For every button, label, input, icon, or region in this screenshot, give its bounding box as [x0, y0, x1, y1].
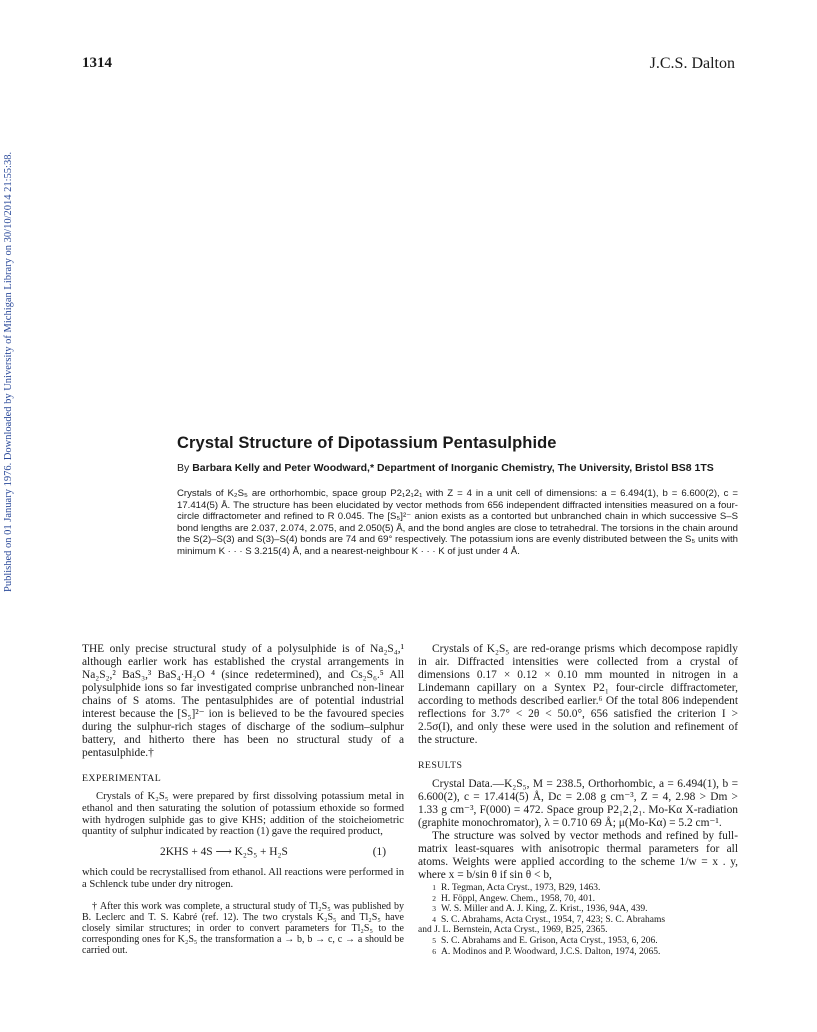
reference-text: A. Modinos and P. Woodward, J.C.S. Dalton, 1974, 2065.: [441, 946, 661, 957]
reference-number: 2: [432, 893, 436, 903]
reference-text: W. S. Miller and A. J. King, Z. Krist., 1936, 94A, 439.: [441, 904, 648, 915]
reference-item-continued: [418, 925, 738, 936]
structure-paragraph: The structure was solved by vector methods and refined by full-matrix least-squares with anisotropic thermal parameters for all atoms. Weights were applied according to the scheme 1/w = x . y, where x = b/sin θ if sin θ < b,: [418, 830, 738, 881]
reference-text: S. C. Abrahams and E. Grison, Acta Cryst., 1953, 6, 206.: [441, 935, 658, 946]
journal-title: J.C.S. Dalton: [649, 55, 735, 72]
download-notice[interactable]: Published on 01 January 1976. Downloaded by University of Michigan Library on 30/10/2014 21:55:38.: [3, 151, 14, 592]
reaction-equation: [160, 846, 386, 859]
reference-number: 1: [432, 883, 436, 892]
intro-paragraph: THE only precise structural study of a polysulphide is of Na₂S₄,¹ although earlier work has established the crystal arrangements in Na₂S₂,² BaS₃,³ BaS₄·H₂O ⁴ (since redetermined), and Cs₂S₆.⁵ All polysulphide ions so far investigated comprise unbranched non-linear chains of S atoms. The pentasulphides are of potential industrial interest because the [S₅]²⁻ ion is believed to be the favoured species during the sulphur-rich stages of discharge of the sodium–sulphur battery, and hitherto there has been no structural study of a pentasulphide.†: [82, 643, 404, 759]
article-title: Crystal Structure of Dipotassium Pentasulphide: [177, 434, 557, 452]
crystals-paragraph: Crystals of K₂S₅ are red-orange prisms which decompose rapidly in air. Diffracted intensities were collected from a crystal of dimensions 0.17 × 0.12 × 0.10 mm mounted in nitrogen in a Lindemann capillary on a Syntex P2₁ four-circle diffractometer, according to methods described earlier.⁶ Of the total 806 independent reflections for 3.7° < 2θ < 50.0°, 656 satisfied the criterion I > 2.5σ(I), and only these were used in the solution and refinement of the structure.: [418, 643, 738, 746]
reference-item: [418, 947, 738, 958]
reference-item: [418, 904, 738, 915]
reference-number: 3: [432, 904, 436, 914]
page-number: 1314: [82, 55, 112, 71]
reference-text: and J. L. Bernstein, Acta Cryst., 1969, B25, 2365.: [418, 925, 608, 936]
equation-number: (1): [372, 846, 386, 859]
after-equation-paragraph: which could be recrystallised from ethanol. All reactions were performed in a Schlenck tube under dry nitrogen.: [82, 867, 404, 890]
reference-number: 5: [432, 935, 436, 945]
reference-text: S. C. Abrahams, Acta Cryst., 1954, 7, 423; S. C. Abrahams: [441, 914, 666, 925]
results-heading: RESULTS: [418, 760, 463, 771]
abstract: Crystals of K₂S₅ are orthorhombic, space group P2₁2₁2₁ with Z = 4 in a unit cell of dimensions: a = 6.494(1), b = 6.600(2), c = 17.414(5) Å. The structure has been elucidated by vector methods from 656 independent diffracted intensities measured on a four-circle diffractometer and refined to R 0.045. The [S₅]²⁻ anion exists as a contorted but unbranched chain in which successive S–S bond lengths are 2.037, 2.074, 2.075, and 2.050(5) Å, and the bond angles are close to tetrahedral. The torsions in the chain around the S(2)–S(3) and S(3)–S(4) bonds are 74 and 69° respectively. The potassium ions are evenly distributed between the S₅ units with minimum K · · · S 3.215(4) Å, and a nearest-neighbour K · · · K of just under 4 Å.: [177, 488, 738, 557]
crystal-data-paragraph: Crystal Data.—K₂S₅, M = 238.5, Orthorhombic, a = 6.494(1), b = 6.600(2), c = 17.414(5) Å, Dc = 2.08 g cm⁻³, Z = 4, 2.98 > Dm > 1.33 g cm⁻³, F(000) = 472. Space group P2₁2₁2₁. Mo-Kα X-radiation (graphite monochromator), λ = 0.710 69 Å; μ(Mo-Kα) = 5.2 cm⁻¹.: [418, 778, 738, 829]
footnote: † After this work was complete, a structural study of Tl₂S₅ was published by B. Leclerc and T. S. Kabré (ref. 12). The two crystals K₂S₅ and Tl₂S₅ have closely similar structures; in order to convert parameters for Tl₂S₅ to the corresponding ones for K₂S₅ the transformation a → b, b → c, c → a should be carried out.: [82, 900, 404, 956]
reference-item: [418, 883, 738, 894]
authors: Barbara Kelly and Peter Woodward,* Department of Inorganic Chemistry, The University, Bristol BS8 1TS: [192, 462, 714, 474]
right-column: [418, 643, 738, 957]
reference-item: [418, 936, 738, 947]
left-column: [82, 643, 404, 956]
by-label: By: [177, 462, 190, 474]
reference-number: 4: [432, 914, 436, 924]
author-line: [177, 462, 714, 474]
reference-text: R. Tegman, Acta Cryst., 1973, B29, 1463.: [441, 883, 601, 893]
reference-text: H. Föppl, Angew. Chem., 1958, 70, 401.: [441, 893, 596, 904]
reference-item: [418, 894, 738, 905]
reference-number: 6: [432, 946, 436, 956]
experimental-heading: EXPERIMENTAL: [82, 773, 162, 784]
reference-item: [418, 915, 738, 926]
experimental-paragraph: Crystals of K₂S₅ were prepared by first dissolving potassium metal in ethanol and then saturating the solution of potassium ethoxide so formed with hydrogen sulphide gas to give KHS; addition of the stoicheiometric quantity of sulphur indicated by reaction (1) gave the required product,: [82, 791, 404, 838]
equation-text: 2KHS + 4S ⟶ K₂S₅ + H₂S: [160, 846, 288, 859]
reference-list: [418, 883, 738, 957]
